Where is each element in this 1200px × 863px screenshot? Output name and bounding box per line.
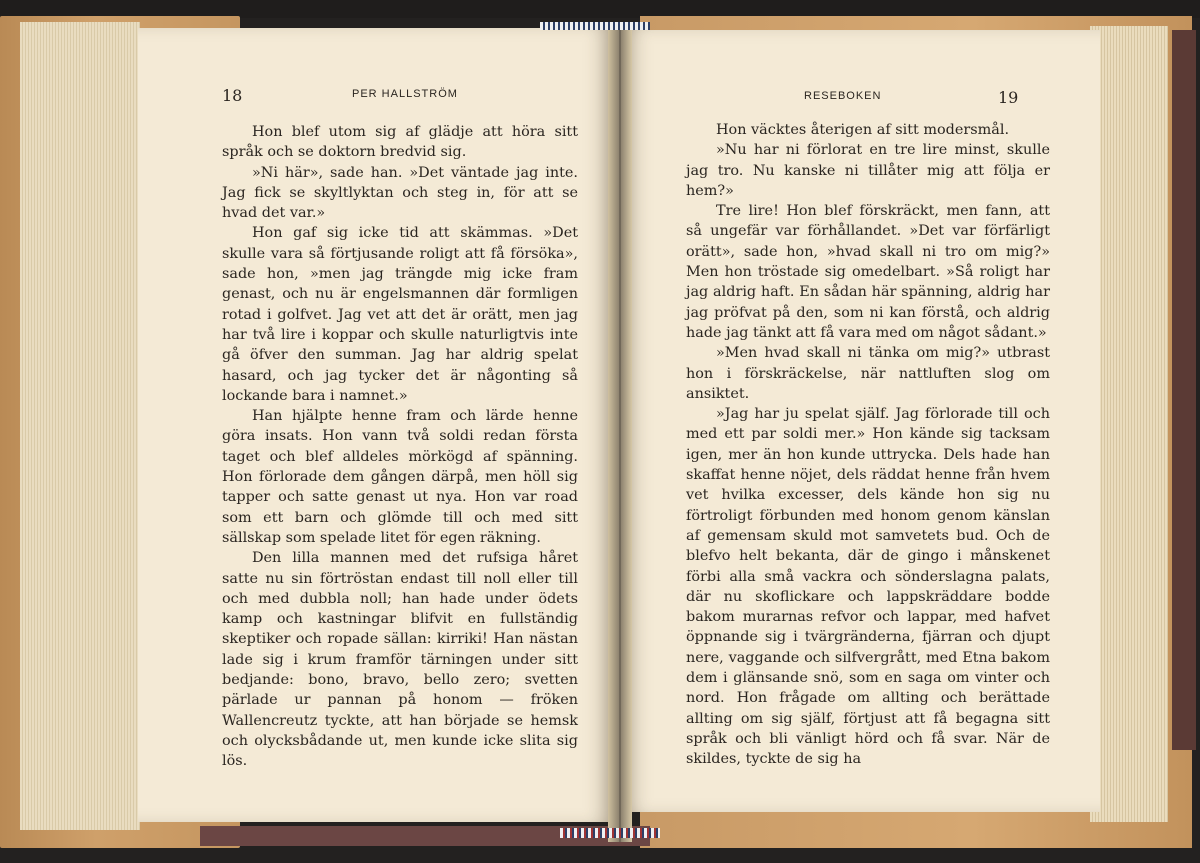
paragraph: Hon väcktes återigen af sitt modersmål. (716, 122, 1010, 138)
page-number: 18 (222, 86, 243, 105)
page-edges-left (20, 22, 140, 830)
running-head: PER HALLSTRÖM (352, 88, 458, 100)
paragraph: Den lilla mannen med det rufsiga håret satte nu sin förtröstan endast till noll eller till och med dubbla noll; han hade under ödets kamp och kastningar blifvit en fullständig skeptiker och ropade sällan: kirriki! Han nästan lade sig i krum framför tärningen under sitt bedjande: bono, bravo, bello zero; svetten pärlade ur pannan på honom — fröken Wallencreutz tyckte, att han började se hemsk och olycksbådande ut, men kunde icke slita sig lös. (222, 550, 578, 770)
paragraph: Hon blef utom sig af glädje att höra sitt språk och se doktorn bredvid sig. (222, 124, 578, 161)
running-head: RESEBOKEN (804, 90, 882, 102)
page-edges-right (1090, 26, 1168, 822)
paragraph: Tre lire! Hon blef förskräckt, men fann, att så ungefär var förhållandet. »Det var förfärligt orätt», sade hon, »hvad skall ni tro om mig?» Men hon tröstade sig omedelbart. »Så roligt har jag aldrig haft. En sådan här spänning, aldrig har jag pröfvat på den, som ni kan förstå, och aldrig hade jag tänkt att få vara med om något sådant.» (686, 203, 1050, 341)
paragraph: Han hjälpte henne fram och lärde henne göra insats. Hon vann två soldi redan första taget och blef alldeles mörkögd af spänning. Hon förlorade dem gången därpå, men höll sig tapper och satte genast ut nya. Hon var road som ett barn och glömde till och med sitt sällskap som spelade litet för egen räkning. (222, 408, 578, 546)
body-text (222, 122, 578, 772)
leather-spine-strip (1172, 30, 1196, 750)
paragraph: »Nu har ni förlorat en tre lire minst, skulle jag tro. Nu kanske ni tillåter mig att följa er hem?» (686, 142, 1050, 199)
headband (540, 22, 650, 30)
paragraph: Hon gaf sig icke tid att skämmas. »Det skulle vara så förtjusande roligt att få försöka», sade hon, »men jag trängde mig icke fram genast, och nu är engelsmannen där formligen rotad i golfvet. Jag vet att det är orätt, men jag har två lire i koppar och skulle naturligtvis inte gå öfver den summan. Jag har aldrig spelat hasard, och jag tycker det är någonting så lockande bara i namnet.» (222, 225, 578, 404)
page-number: 19 (998, 88, 1019, 107)
right-page (622, 30, 1100, 812)
paragraph: »Jag har ju spelat själf. Jag förlorade till och med ett par soldi mer.» Hon kände sig tacksam igen, mer än hon kunde uttrycka. Dels hade han skaffat henne nöjet, dels räddat henne från hvem vet hvilka excesser, dels kände hon sig nu förtroligt förbunden med honom genom känslan af gemensam skuld mot samvetets bud. Och de blefvo helt bekanta, där de gingo i månskenet förbi alla små vackra och sönderslagna palats, där nu skoflickare och lappskräddare bodde bakom murarnas refvor och lappar, med hafvet öppnande sig i tvärgränderna, fjärran och djupt nere, vaggande och silfvergrått, med Etna bakom dem i glänsande snö, som en saga om vinter och nord. Hon frågade om allting och berättade allting om sig själf, förtjust att få begagna sitt språk och bli vänligt hörd och få svar. När de skildes, tyckte de sig ha (686, 406, 1050, 768)
paragraph: »Ni här», sade han. »Det väntade jag inte. Jag fick se skyltlyktan och steg in, för att se hvad det var.» (222, 164, 578, 222)
book-gutter (608, 22, 632, 842)
paragraph: »Men hvad skall ni tänka om mig?» utbrast hon i förskräckelse, när nattluften slog om ansiktet. (686, 345, 1050, 402)
body-text (686, 120, 1050, 770)
tailband (560, 828, 660, 838)
left-page (138, 28, 614, 822)
